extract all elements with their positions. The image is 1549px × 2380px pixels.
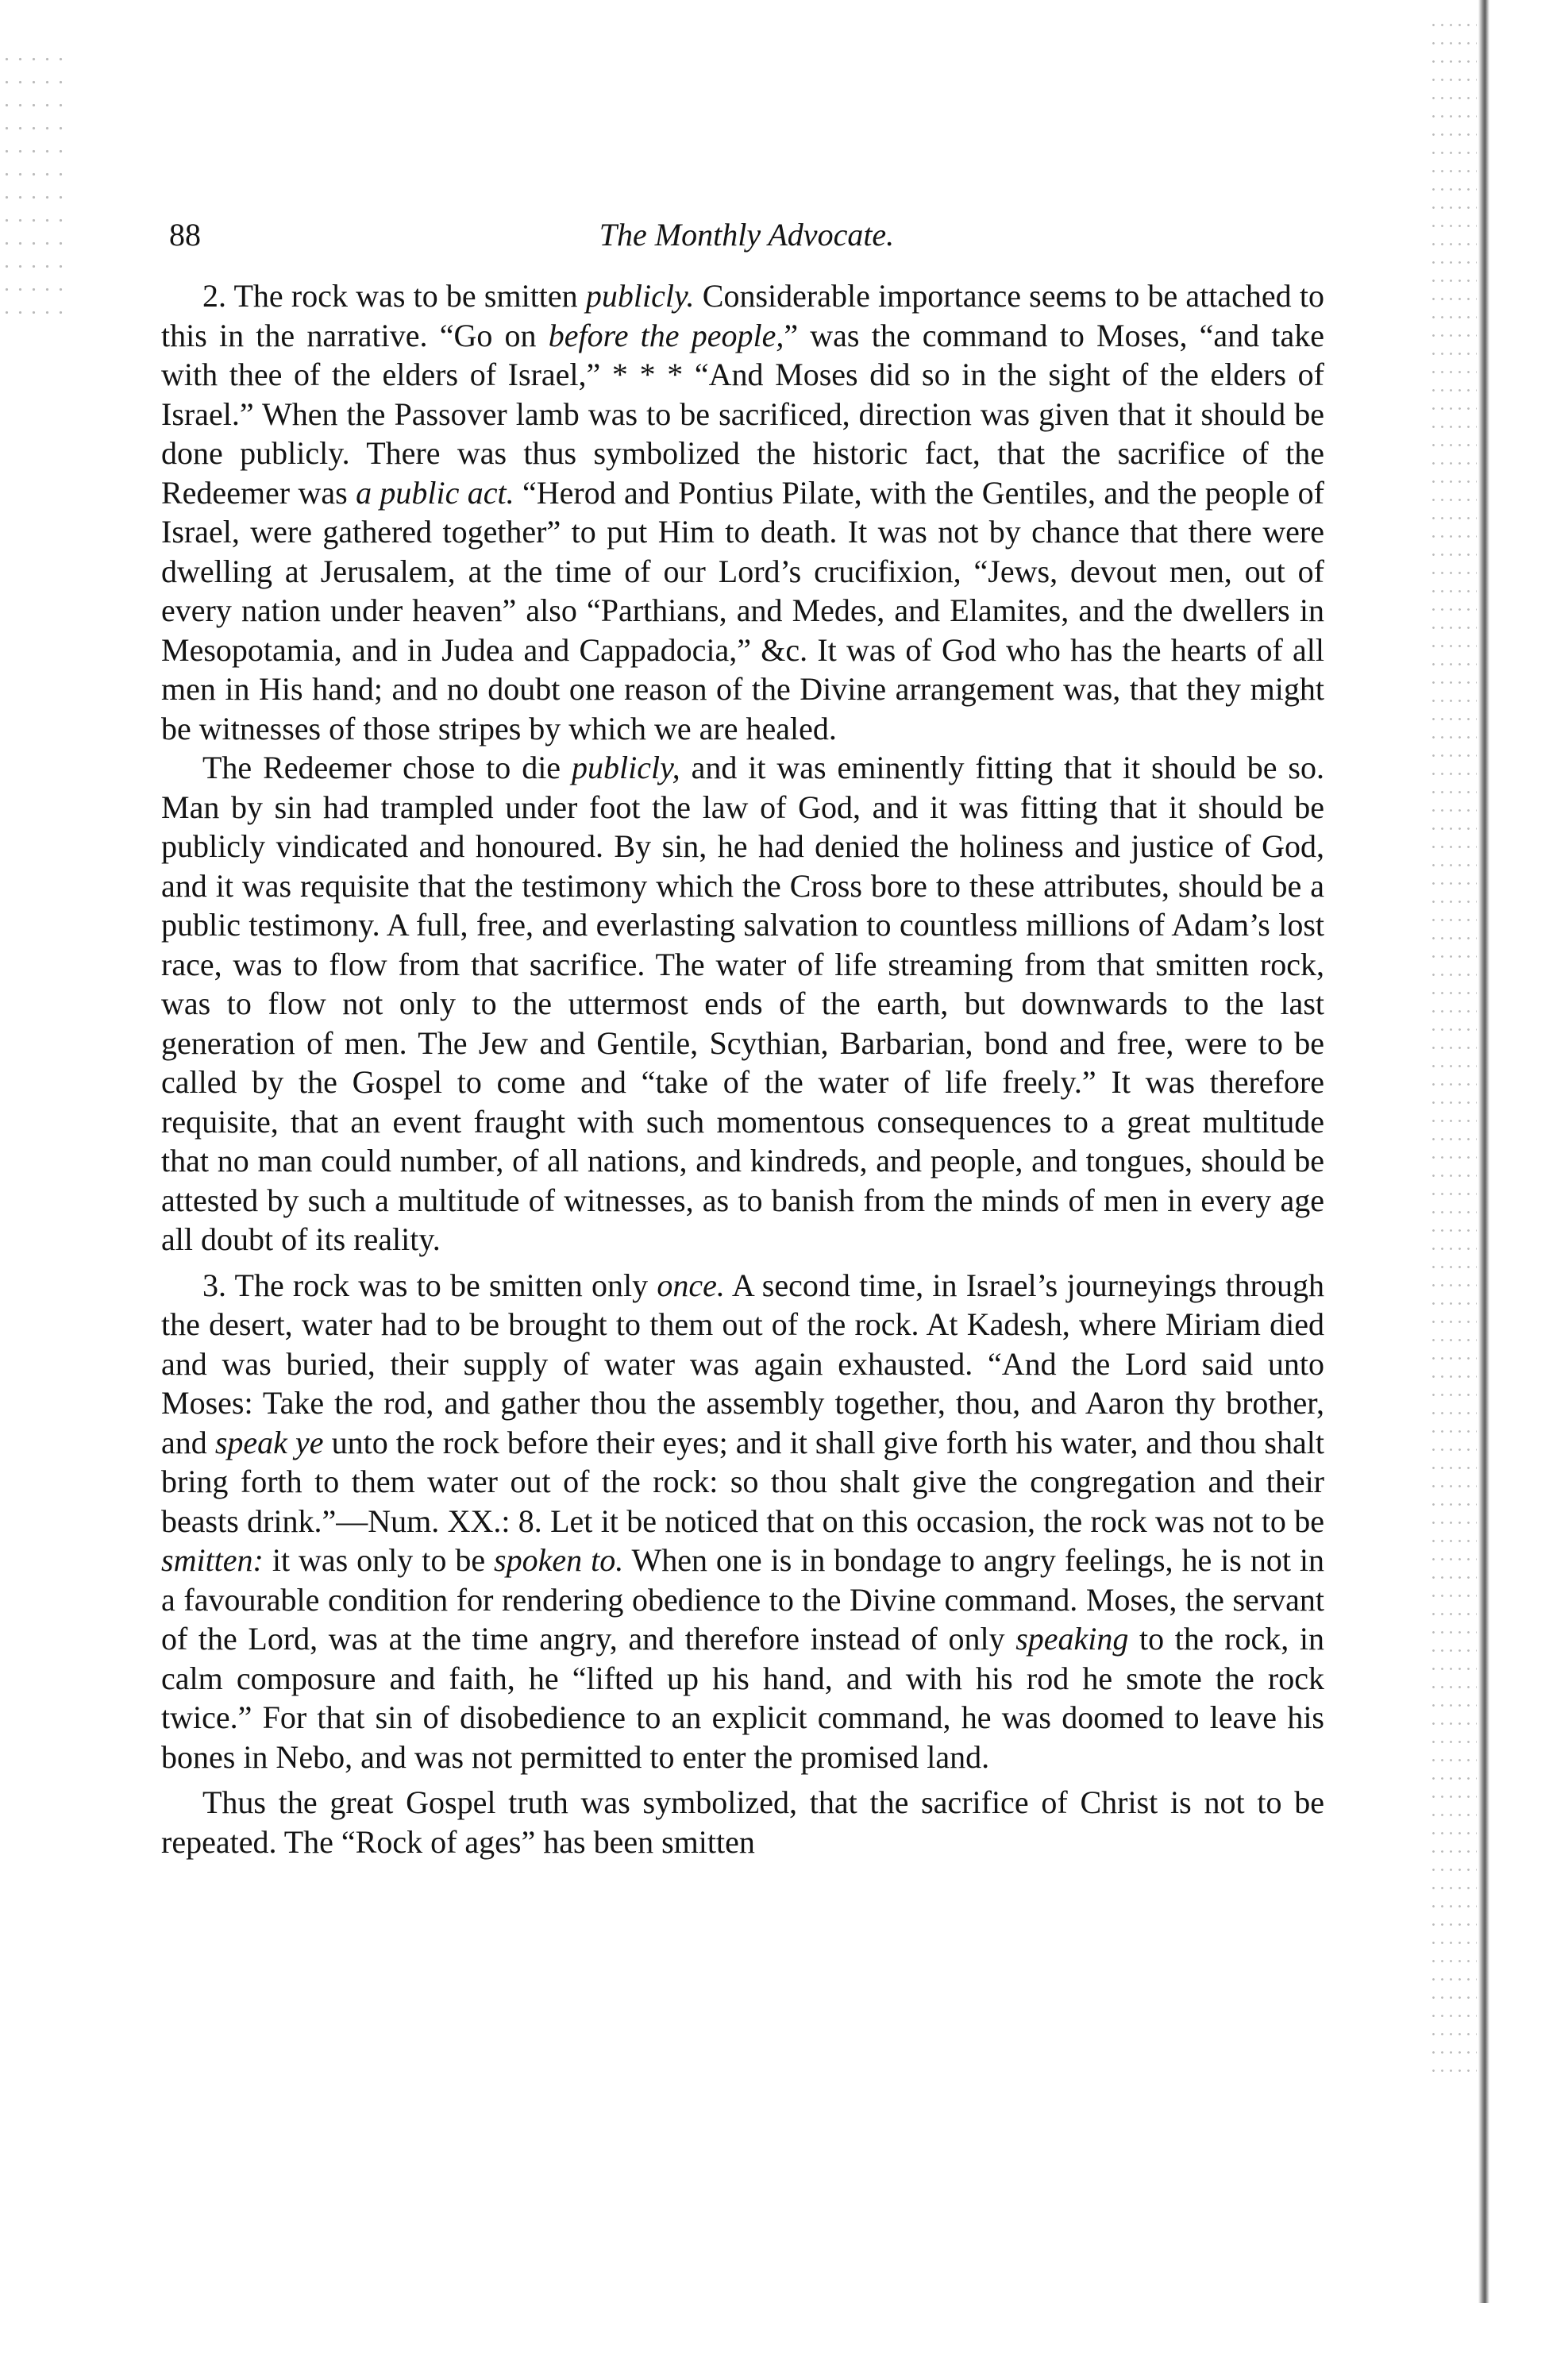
italic-phrase: once. <box>657 1267 725 1303</box>
paragraph <box>161 1783 1324 1861</box>
italic-phrase: before the people, <box>548 317 784 353</box>
article-body <box>161 276 1324 1861</box>
italic-phrase: spoken to. <box>494 1542 624 1578</box>
text-run: A second time, in Israel’s journeyings through the desert, water had to be brought to them out of the rock. At Kadesh, where Miriam died and was buried, their supply of water was again exhausted. “And the Lord said unto Moses: Take the rod, and gather thou the assembly together, thou, and Aaron thy brother, and <box>161 1267 1325 1460</box>
journal-title: The Monthly Advocate. <box>599 217 895 253</box>
text-run: Considerable importance seems to be attached to this in the narrative. “Go on <box>161 278 1325 353</box>
text-run: ” was the command to Moses, “and take with thee of the elders of Israel,” * * * “And Moses did so in the sight of the elders of Israel.” When the Passover lamb was to be sacrificed, direction was given that it should be done publicly. There was thus symbolized the historic fact, that the sacrifice of the Redeemer was <box>161 317 1324 511</box>
text-run: Thus the great Gospel truth was symbolized, that the sacrifice of Christ is not to be repeated. The “Rock of ages” has been smitten <box>161 1784 1324 1860</box>
italic-phrase: publicly. <box>585 278 695 314</box>
text-run: The Redeemer chose to die <box>202 750 572 785</box>
paragraph <box>161 276 1324 748</box>
italic-phrase: a public act. <box>356 474 514 511</box>
text-run: “Herod and Pontius Pilate, with the Gentiles, and the people of Israel, were gathered together” to put Him to death. It was not by chance that there were dwelling at Jerusalem, at the time of our Lord’s crucifixion, “Jews, devout men, out of every nation under heaven” also “Parthians, and Medes, and Elamites, and the dwellers in Mesopotamia, and in Judea and Cappadocia,” &c. It was of God who has the hearts of all men in His hand; and no doubt one reason of the Divine arrangement was, that they might be witnesses of those stripes by which we are healed. <box>161 474 1324 746</box>
text-run: it was only to be <box>263 1542 495 1578</box>
text-run: and it was eminently fitting that it should be so. Man by sin had trampled under foot the law of God, and it was fitting that it should be publicly vindicated and honoured. By sin, he had denied the holiness and justice of God, and it was requisite that the testimony which the Cross bore to these attributes, should be a public testimony. A full, free, and everlasting salvation to countless millions of Adam’s lost race, was to flow from that sacrifice. The water of life streaming from that smitten rock, was to flow not only to the uttermost ends of the earth, but downwards to the last generation of men. The Jew and Gentile, Scythian, Barbarian, bond and free, were to be called by the Gospel to come and “take of the water of life freely.” It was therefore requisite, that an event fraught with such momentous consequences to a great multitude that no man could number, of all nations, and kindreds, and people, and tongues, should be attested by such a multitude of witnesses, as to banish from the minds of men in every age all doubt of its reality. <box>161 750 1324 1257</box>
text-run: When one is in bondage to angry feelings, he is not in a favourable condition for rendering obedience to the Divine command. Moses, the servant of the Lord, was at the time angry, and therefore instead of only <box>161 1542 1325 1657</box>
page-binding-edge <box>1478 0 1489 2303</box>
paragraph <box>161 748 1324 1259</box>
italic-phrase: speak ye <box>214 1424 324 1460</box>
running-head <box>169 213 1324 260</box>
italic-phrase: speaking <box>1015 1621 1129 1657</box>
text-run: to the rock, in calm composure and faith, he “lifted up his hand, and with his rod he smote the rock twice.” For that sin of disobedience to an explicit command, he was doomed to leave his bones in Nebo, and was not permitted to enter the promised land. <box>161 1621 1324 1775</box>
text-run: unto the rock before their eyes; and it shall give forth his water, and thou shalt bring forth to them water out of the rock: so thou shalt give the congregation and their beasts drink.”—Num. XX.: 8. Let it be noticed that on this occasion, the rock was not to be <box>161 1424 1324 1539</box>
italic-phrase: publicly, <box>572 750 680 785</box>
scan-noise-left <box>0 48 71 318</box>
text-run: 2. The rock was to be smitten <box>202 278 586 314</box>
italic-phrase: smitten: <box>161 1542 264 1578</box>
text-run: 3. The rock was to be smitten only <box>202 1267 657 1303</box>
page-number: 88 <box>169 217 201 253</box>
scan-noise-right <box>1429 16 1477 2081</box>
paragraph <box>161 1266 1324 1777</box>
